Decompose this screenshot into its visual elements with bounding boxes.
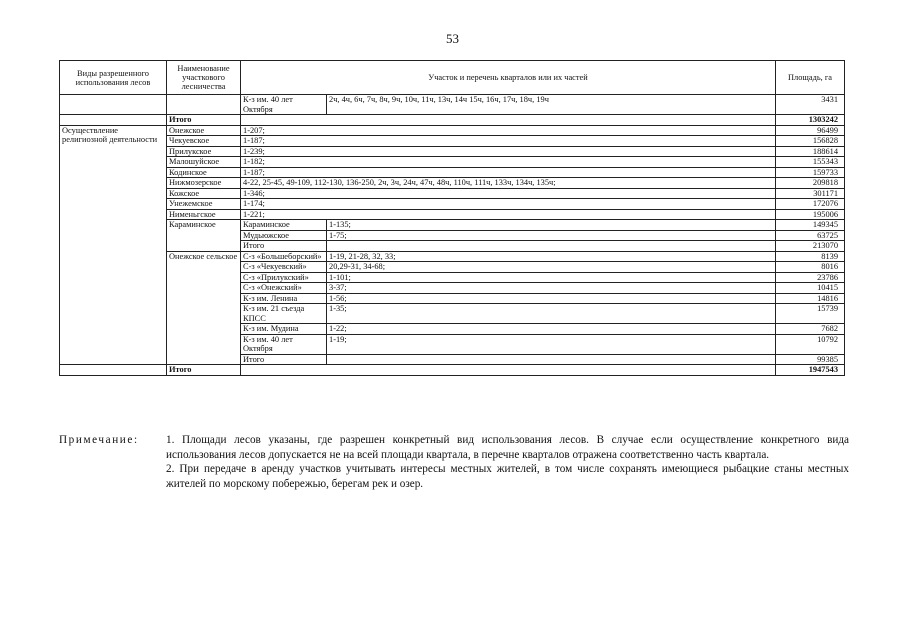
quarters-cell: 1-221; [241, 209, 776, 220]
quarters-cell: 2ч, 4ч, 6ч, 7ч, 8ч, 9ч, 10ч, 11ч, 13ч, 14ч 15ч, 16ч, 17ч, 18ч, 19ч [327, 95, 776, 115]
quarters-cell: 1-19; [327, 334, 776, 354]
unit-cell: Мудьюжское [241, 230, 327, 241]
note-row-1 [59, 433, 849, 462]
subtotal-quarters-empty [327, 354, 776, 365]
table-row [60, 251, 845, 262]
forestry-cell: Онежское [167, 125, 241, 136]
area-cell: 209818 [776, 178, 845, 189]
unit-cell: С-з «Онежский» [241, 283, 327, 294]
forestry-cell: Караминское [167, 220, 241, 252]
total-quarters-empty [241, 365, 776, 376]
table-row [60, 95, 845, 115]
total-area: 1947543 [776, 365, 845, 376]
table-row [60, 188, 845, 199]
table-row [60, 220, 845, 231]
quarters-cell: 1-101; [327, 272, 776, 283]
total-cell-empty [60, 365, 167, 376]
page-number: 53 [446, 31, 459, 46]
notes-block [59, 433, 849, 491]
subtotal-area: 99385 [776, 354, 845, 365]
table-body [60, 95, 845, 376]
unit-cell: Караминское [241, 220, 327, 231]
area-cell: 149345 [776, 220, 845, 231]
unit-cell: С-з «Прилукский» [241, 272, 327, 283]
note-row-2 [59, 462, 849, 491]
table-row [60, 146, 845, 157]
total-label: Итого [167, 115, 241, 126]
notes-label-spacer [59, 462, 166, 491]
header-quarters: Участок и перечень кварталов или их частей [241, 61, 776, 95]
quarters-cell: 1-135; [327, 220, 776, 231]
use-type-cell-empty [60, 95, 167, 115]
unit-cell: К-з им. Мудина [241, 324, 327, 335]
quarters-cell: 1-174; [241, 199, 776, 210]
notes-label: Примечание: [59, 434, 139, 446]
subtotal-label: Итого [241, 354, 327, 365]
area-cell: 155343 [776, 157, 845, 168]
unit-cell: К-з им. 40 лет Октября [241, 95, 327, 115]
forestry-cell: Нименьгское [167, 209, 241, 220]
total-label: Итого [167, 365, 241, 376]
table-header-row [60, 61, 845, 95]
total-area: 1303242 [776, 115, 845, 126]
area-cell: 7682 [776, 324, 845, 335]
quarters-cell: 20,29-31, 34-68; [327, 262, 776, 273]
quarters-cell: 1-187; [241, 167, 776, 178]
forest-use-table [59, 60, 845, 376]
table-row [60, 157, 845, 168]
quarters-cell: 1-239; [241, 146, 776, 157]
header-forestry: Наименование участкового лесничества [167, 61, 241, 95]
forestry-cell: Кожское [167, 188, 241, 199]
quarters-cell: 1-35; [327, 304, 776, 324]
area-cell: 8139 [776, 251, 845, 262]
quarters-cell: 1-19, 21-28, 32, 33; [327, 251, 776, 262]
quarters-cell: 1-56; [327, 293, 776, 304]
table-row [60, 209, 845, 220]
note-2: 2. При передаче в аренду участков учитывать интересы местных жителей, в том числе сохранять имеющиеся рыбацкие станы местных жителей по морскому побережью, берегам рек и озер. [166, 463, 849, 490]
quarters-cell: 4-22, 25-45, 49-109, 112-130, 136-250, 2ч, 3ч, 24ч, 47ч, 48ч, 110ч, 111ч, 133ч, 134ч, 135ч; [241, 178, 776, 189]
area-cell: 63725 [776, 230, 845, 241]
table-row [60, 136, 845, 147]
header-area: Площадь, га [776, 61, 845, 95]
forestry-cell: Прилукское [167, 146, 241, 157]
quarters-cell: 1-207; [241, 125, 776, 136]
quarters-cell: 3-37; [327, 283, 776, 294]
area-cell: 14816 [776, 293, 845, 304]
forestry-cell: Кодинское [167, 167, 241, 178]
use-type-cell: Осуществление религиозной деятельности [60, 125, 167, 365]
quarters-cell: 1-187; [241, 136, 776, 147]
total-quarters-empty [241, 115, 776, 126]
area-cell: 188614 [776, 146, 845, 157]
area-cell: 195006 [776, 209, 845, 220]
area-cell: 159733 [776, 167, 845, 178]
quarters-cell: 1-75; [327, 230, 776, 241]
area-cell: 10415 [776, 283, 845, 294]
subtotal-label: Итого [241, 241, 327, 252]
unit-cell: С-з «Большеборский» [241, 251, 327, 262]
note-1: 1. Площади лесов указаны, где разрешен конкретный вид использования лесов. В случае если осуществление конкретного вида использования лесов допускается не на всей площади квартала, в перечне кварталов отражена соответственно часть квартала. [166, 434, 849, 461]
unit-cell: С-з «Чекуевский» [241, 262, 327, 273]
forestry-cell: Малошуйское [167, 157, 241, 168]
quarters-cell: 1-346; [241, 188, 776, 199]
table-row [60, 167, 845, 178]
forestry-cell-empty [167, 95, 241, 115]
area-cell: 3431 [776, 95, 845, 115]
unit-cell: К-з им. 40 лет Октября [241, 334, 327, 354]
area-cell: 23786 [776, 272, 845, 283]
table-row [60, 125, 845, 136]
subtotal-area: 213070 [776, 241, 845, 252]
forestry-cell: Нижмозерское [167, 178, 241, 189]
area-cell: 10792 [776, 334, 845, 354]
forestry-cell: Онежское сельское [167, 251, 241, 365]
total-row [60, 365, 845, 376]
area-cell: 96499 [776, 125, 845, 136]
forestry-cell: Унежемское [167, 199, 241, 210]
total-cell-empty [60, 115, 167, 126]
total-row [60, 115, 845, 126]
quarters-cell: 1-182; [241, 157, 776, 168]
area-cell: 8016 [776, 262, 845, 273]
area-cell: 172076 [776, 199, 845, 210]
forestry-cell: Чекуевское [167, 136, 241, 147]
table-row [60, 199, 845, 210]
area-cell: 156828 [776, 136, 845, 147]
quarters-cell: 1-22; [327, 324, 776, 335]
unit-cell: К-з им. 21 съезда КПСС [241, 304, 327, 324]
unit-cell: К-з им. Ленина [241, 293, 327, 304]
subtotal-quarters-empty [327, 241, 776, 252]
area-cell: 301171 [776, 188, 845, 199]
header-use-type: Виды разрешенного использования лесов [60, 61, 167, 95]
area-cell: 15739 [776, 304, 845, 324]
table-row [60, 178, 845, 189]
